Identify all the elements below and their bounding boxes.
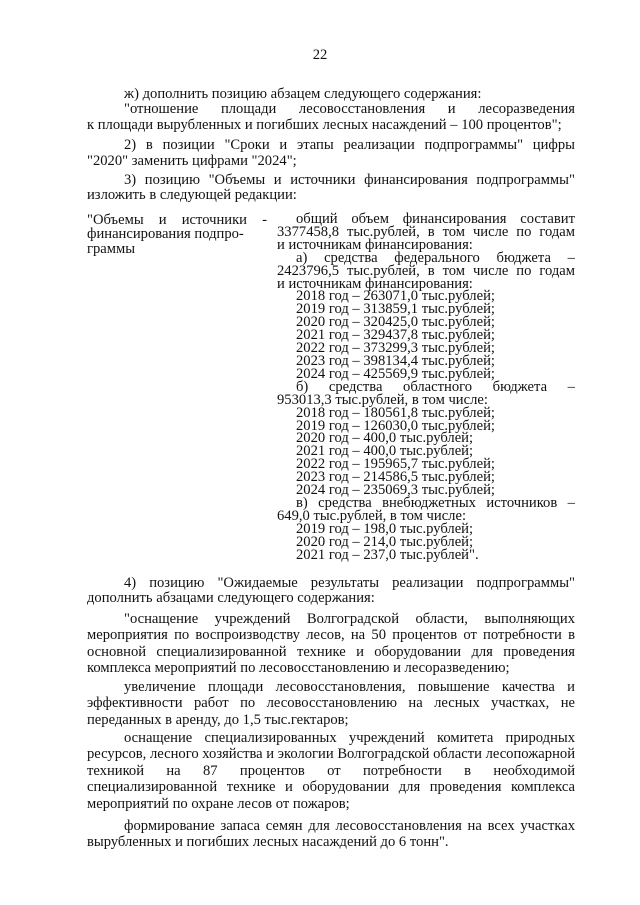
paragraph: "оснащение учреждений Волгоградской области, выполняющих мероприятия по воспроизводству лесов, на 50 процентов от потребности в основной специализированной технике и оборудовании для проведения комплекса мероприятий по лесовосстановлению и лесоразведению; xyxy=(87,611,575,677)
left-line: граммы xyxy=(87,240,136,257)
word: общий xyxy=(296,211,338,227)
word: лесоразведения xyxy=(478,101,575,117)
table-line: 2020 год – 214,0 тыс.рублей; xyxy=(296,533,474,550)
word: – xyxy=(567,378,575,395)
word: финансирования xyxy=(364,172,468,188)
word: годам xyxy=(539,262,575,279)
section4-para-3 xyxy=(87,730,575,812)
word: в xyxy=(145,137,153,153)
word: "отношение xyxy=(124,101,199,117)
paragraph: оснащение специализированных учреждений комитета природных ресурсов, лесного хозяйства и экологии Волгоградской области лесопожарной техникой на 87 процентов от потребности в необходимой специализированной технике и оборудовании для проведения комплекса мероприятий по охране лесов от пожаров; xyxy=(87,730,575,812)
word: федерального xyxy=(394,249,480,266)
intro-block xyxy=(87,87,575,102)
word: 2) xyxy=(124,137,137,153)
word: 4) xyxy=(124,575,137,591)
table-line: и источникам финансирования: xyxy=(277,236,473,253)
word: "Сроки xyxy=(224,137,270,153)
word: б) xyxy=(296,378,309,395)
word: том xyxy=(442,223,466,240)
item2-line-2-text: "2020" заменить цифрами "2024"; xyxy=(87,153,297,169)
item2-line-1 xyxy=(124,138,575,153)
word: бюджета xyxy=(496,249,551,266)
word: цифры xyxy=(532,137,575,153)
word: "Объемы xyxy=(208,172,266,188)
table-line: 2023 год – 214586,5 тыс.рублей; xyxy=(296,469,495,486)
table-line: 2019 год – 198,0 тыс.рублей; xyxy=(296,520,474,537)
word: и xyxy=(279,137,288,153)
word: средства xyxy=(324,249,378,266)
word: и xyxy=(447,101,456,117)
word: областного xyxy=(403,378,473,395)
word-row xyxy=(124,138,575,153)
word: в xyxy=(427,262,435,279)
word: том xyxy=(442,262,466,279)
section4-para-4 xyxy=(87,818,575,851)
table-right-column xyxy=(277,213,575,561)
table-line: 2021 год – 400,0 тыс.рублей; xyxy=(296,443,474,460)
word: источников xyxy=(486,494,558,511)
word: числе xyxy=(472,262,509,279)
word: подпрограммы" xyxy=(476,575,575,591)
word-row xyxy=(124,102,575,117)
word: внебюджетных xyxy=(382,494,476,511)
word: тыс.рублей, xyxy=(346,262,420,279)
section4-para-1 xyxy=(87,611,575,677)
word: – xyxy=(567,494,575,511)
item3-line-2 xyxy=(87,188,575,203)
item-zh-line: ж) дополнить позицию абзацем следующего содержания: xyxy=(124,86,482,102)
word: и xyxy=(273,172,282,188)
section4-para-2 xyxy=(87,679,575,728)
word: источники xyxy=(290,172,356,188)
word: позицию xyxy=(144,172,200,188)
quote-line-1 xyxy=(124,102,575,117)
word: "Ожидаемые xyxy=(217,575,298,591)
left-line xyxy=(87,213,267,227)
word: объем xyxy=(351,211,389,227)
word: бюджета xyxy=(492,378,548,395)
word: средства xyxy=(318,494,372,511)
word: по xyxy=(516,262,532,279)
word: 2423796,5 xyxy=(277,262,340,279)
table-line: 2023 год – 398134,4 тыс.рублей; xyxy=(296,352,495,369)
word: реализации xyxy=(343,137,415,153)
word: средства xyxy=(328,378,383,395)
word: по xyxy=(516,223,532,240)
word: тыс.рублей, xyxy=(346,223,420,240)
word: в) xyxy=(296,494,308,511)
word: площади xyxy=(220,101,277,117)
table-line: 2024 год – 425569,9 тыс.рублей; xyxy=(296,365,495,382)
page-number: 22 xyxy=(312,47,328,63)
word: – xyxy=(567,249,575,266)
table-line: 953013,3 тыс.рублей, в том числе: xyxy=(277,391,488,408)
section4-line-1 xyxy=(124,576,575,591)
word: а) xyxy=(296,249,308,266)
word: источники xyxy=(181,212,247,228)
word: подпрограммы" xyxy=(424,137,524,153)
table-line: 2021 год – 329437,8 тыс.рублей; xyxy=(296,327,495,344)
word: результаты xyxy=(310,575,380,591)
quote-line-2 xyxy=(87,118,575,133)
word: лесовосстановления xyxy=(298,101,426,117)
quote-line-2-text: к площади вырубленных и погибших лесных насаждений – 100 процентов"; xyxy=(87,117,562,133)
word: этапы xyxy=(296,137,334,153)
table-line: 2019 год – 126030,0 тыс.рублей; xyxy=(296,417,495,434)
table-line: 2018 год – 180561,8 тыс.рублей; xyxy=(296,404,495,421)
word: числе xyxy=(472,223,509,240)
word: позицию xyxy=(149,575,205,591)
item3-line-1 xyxy=(124,173,575,188)
table-line: 2020 год – 320425,0 тыс.рублей; xyxy=(296,314,495,331)
word: финансирования xyxy=(402,211,507,227)
table-line: 2021 год – 237,0 тыс.рублей". xyxy=(296,546,479,563)
table-line: 2024 год – 235069,3 тыс.рублей; xyxy=(296,482,495,499)
paragraph: формирование запаса семян для лесовосстановления на всех участках вырубленных и погибших лесных насаждений до 6 тонн". xyxy=(87,818,575,851)
word-row xyxy=(124,173,575,188)
table-line: 2018 год – 263071,0 тыс.рублей; xyxy=(296,288,495,305)
word: составит xyxy=(520,211,575,227)
table-line: 649,0 тыс.рублей, в том числе: xyxy=(277,507,466,524)
table-line: 2019 год – 313859,1 тыс.рублей; xyxy=(296,301,495,318)
word-row xyxy=(124,576,575,591)
section4-line-2-text: дополнить абзацами следующего содержания: xyxy=(87,590,375,606)
table-left-column xyxy=(87,213,267,256)
item3-line-2-text: изложить в следующей редакции: xyxy=(87,187,297,203)
word: реализации xyxy=(392,575,464,591)
table-line: и источникам финансирования: xyxy=(277,275,473,292)
word: 3) xyxy=(124,172,137,188)
word: позиции xyxy=(162,137,215,153)
left-line: финансирования подпро- xyxy=(87,226,244,243)
word: "Объемы xyxy=(87,212,144,228)
table-line: 2022 год – 373299,3 тыс.рублей; xyxy=(296,340,495,357)
word: годам xyxy=(539,223,575,240)
item2-line-2 xyxy=(87,154,575,169)
table-line: 2022 год – 195965,7 тыс.рублей; xyxy=(296,456,495,473)
paragraph: увеличение площади лесовосстановления, повышение качества и эффективности работ по лесовосстановлению на лесных участках, не переданных в аренду, до 1,5 тыс.гектаров; xyxy=(87,679,575,728)
word: подпрограммы" xyxy=(476,172,575,188)
word: 3377458,8 xyxy=(277,223,340,240)
word: - xyxy=(262,212,267,228)
word: в xyxy=(427,223,435,240)
section4-line-2 xyxy=(87,591,575,606)
word: и xyxy=(158,212,167,228)
table-line: 2020 год – 400,0 тыс.рублей; xyxy=(296,430,474,447)
